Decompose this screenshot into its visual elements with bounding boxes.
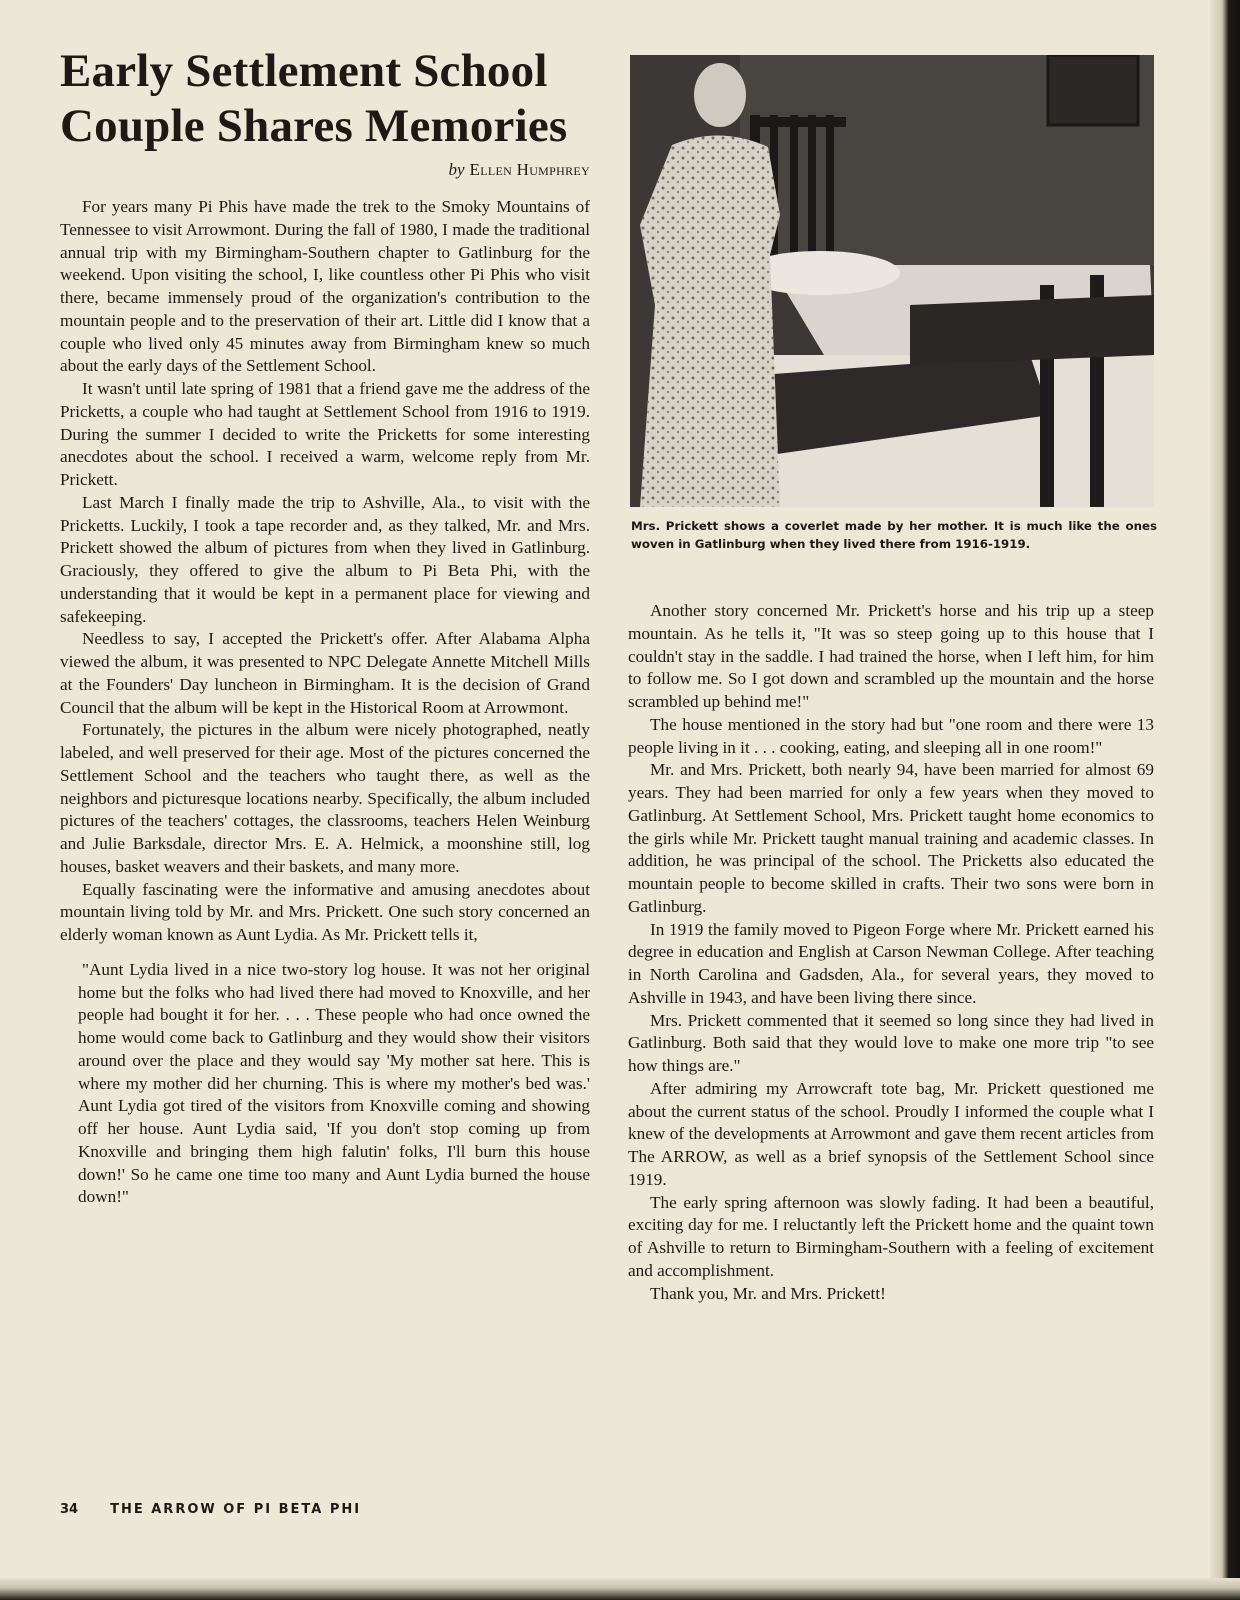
paragraph: Another story concerned Mr. Prickett's horse and his trip up a steep mountain. As he tells it, "It was so steep going up to this house that I couldn't stay in the saddle. I had trained the horse, when I left him, for him to follow me. So I got down and scrambled up the mountain and the horse scrambled up behind me!": [628, 601, 1154, 711]
article-title-line-1: Early Settlement School: [60, 45, 548, 97]
page-edge-shadow: [1210, 0, 1240, 1600]
paragraph: After admiring my Arrowcraft tote bag, Mr. Prickett questioned me about the current status of the school. Proudly I informed the couple what I knew of the developments at Arrowmont and gave them recent articles from The ARROW, as well as a brief synopsis of the Settlement School since 1919.: [628, 1078, 1154, 1189]
publication-name: THE ARROW OF PI BETA PHI: [110, 1502, 362, 1517]
byline-author: Ellen Humphrey: [469, 160, 590, 179]
paragraph: Needless to say, I accepted the Prickett's offer. After Alabama Alpha viewed the album, it was presented to NPC Delegate Annette Mitchell Mills at the Founders' Day luncheon in Birmingham. It is the decision of Grand Council that the album will be kept in the Historical Room at Arrowmont.: [60, 629, 590, 717]
block-quote: "Aunt Lydia lived in a nice two-story log house. It was not her original home but the folks who had lived there had moved to Knoxville, and her people had bought it for her. . . . These people who had once owned the home would come back to Gatlinburg and they would show their visitors around over the place and they would say 'My mother sat here. This is where my mother did her churning. This is where my mother's bed was.' Aunt Lydia got tired of the visitors from Knoxville coming and showing off her house. Aunt Lydia said, 'If you don't stop coming up from Knoxville and bringing them high falutin' folks, I'll burn this house down!' So he came one time too many and Aunt Lydia burned the house down!": [78, 959, 590, 1207]
paragraph: Last March I finally made the trip to Ashville, Ala., to visit with the Pricketts. Luckily, I took a tape recorder and, as they talked, Mr. and Mrs. Prickett showed the album of pictures from when they lived in Gatlinburg. Graciously, they offered to give the album to Pi Beta Phi, with the understanding that it would be kept in a permanent place for viewing and safekeeping.: [60, 492, 590, 626]
left-column: [60, 196, 590, 1209]
paragraph: For years many Pi Phis have made the trek to the Smoky Mountains of Tennessee to visit Arrowmont. During the fall of 1980, I made the traditional annual trip with my Birmingham-Southern chapter to Gatlinburg for the weekend. Upon visiting the school, I, like countless other Pi Phis who visit there, became immensely proud of the organization's contribution to the mountain people and to the preservation of their art. Little did I know that a couple who lived only 45 minutes away from Birmingham knew so much about the early days of the Settlement School.: [60, 197, 590, 376]
page-number: 34: [60, 1502, 79, 1517]
article-title: [60, 44, 620, 154]
paragraph: Mr. and Mrs. Prickett, both nearly 94, have been married for almost 69 years. They had been married for only a few years when they moved to Gatlinburg. At Settlement School, Mrs. Prickett taught home economics to the girls while Mr. Prickett taught manual training and academic classes. In addition, he was principal of the school. The Pricketts also educated the mountain people to become skilled in crafts. Their two sons were born in Gatlinburg.: [628, 760, 1154, 916]
article-title-line-2: Couple Shares Memories: [60, 100, 568, 152]
photo-caption: Mrs. Prickett shows a coverlet made by her mother. It is much like the ones woven in Gatlinburg when they lived there from 1916-1919.: [631, 519, 1157, 551]
paragraph: Thank you, Mr. and Mrs. Prickett!: [650, 1283, 886, 1303]
right-column: [628, 600, 1154, 1305]
paragraph: The early spring afternoon was slowly fading. It had been a beautiful, exciting day for me. I reluctantly left the Prickett home and the quaint town of Ashville to return to Birmingham-Southern with a feeling of excitement and accomplishment.: [628, 1192, 1154, 1280]
page-bottom-shadow: [0, 1578, 1240, 1600]
byline: [60, 160, 590, 180]
page-footer: [60, 1502, 361, 1517]
paragraph: In 1919 the family moved to Pigeon Forge where Mr. Prickett earned his degree in education and English at Carson Newman College. After teaching in North Carolina and Gadsden, Ala., for several years, they moved to Ashville in 1943, and have been living there since.: [628, 919, 1154, 1007]
paragraph: It wasn't until late spring of 1981 that a friend gave me the address of the Pricketts, a couple who had taught at Settlement School from 1916 to 1919. During the summer I decided to write the Pricketts for some interesting anecdotes about the school. I received a warm, welcome reply from Mr. Prickett.: [60, 379, 590, 489]
paragraph: Equally fascinating were the informative and amusing anecdotes about mountain living told by Mr. and Mrs. Prickett. One such story concerned an elderly woman known as Aunt Lydia. As Mr. Prickett tells it,: [60, 879, 590, 944]
byline-prefix: by: [448, 160, 465, 179]
paragraph: Fortunately, the pictures in the album were nicely photographed, neatly labeled, and well preserved for their age. Most of the pictures concerned the Settlement School and the teachers who taught there, as well as the neighbors and picturesque locations nearby. Specifically, the album included pictures of the teachers' cottages, the classrooms, teachers Helen Weinburg and Julie Barksdale, director Mrs. E. A. Helmick, a moonshine still, log houses, basket weavers and their baskets, and many more.: [60, 720, 590, 876]
paragraph: Mrs. Prickett commented that it seemed so long since they had lived in Gatlinburg. Both said that they would love to make one more trip "to see how things are.": [628, 1010, 1154, 1075]
paragraph: The house mentioned in the story had but "one room and there were 13 people living in it . . . cooking, eating, and sleeping all in one room!": [628, 714, 1154, 757]
article-photo: [630, 55, 1154, 507]
photo-illustration: [630, 55, 1154, 507]
